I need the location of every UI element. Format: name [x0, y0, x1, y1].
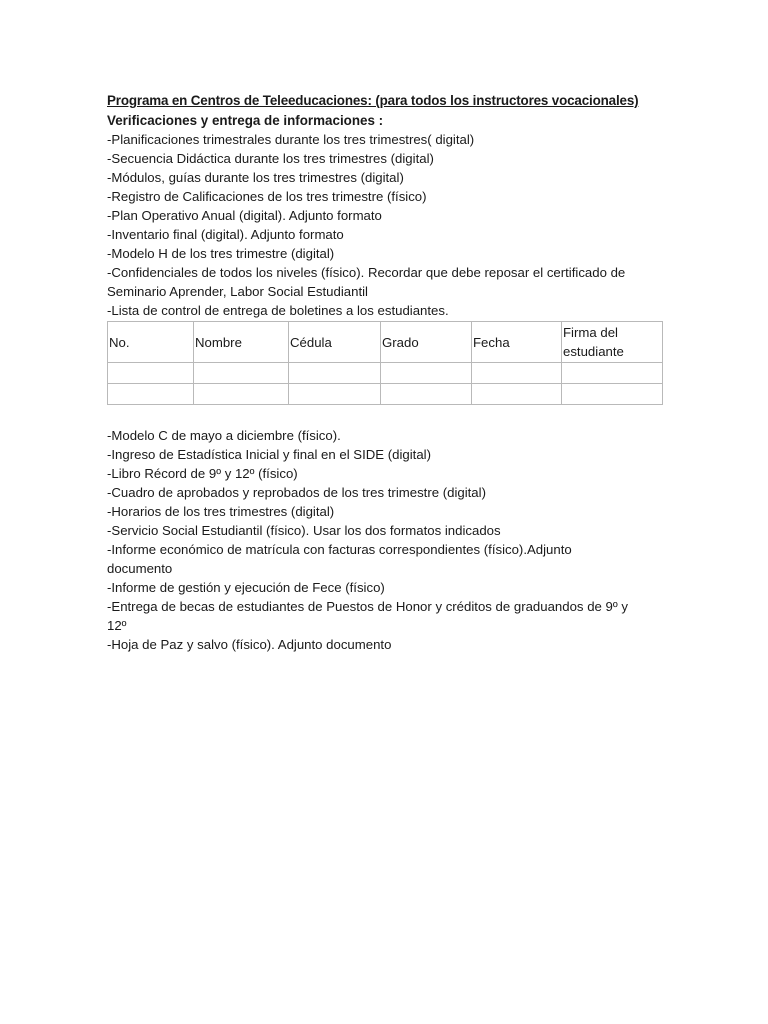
bulletin-delivery-table	[107, 321, 663, 405]
table-cell	[289, 363, 381, 384]
list-item: -Entrega de becas de estudiantes de Puestos de Honor y créditos de graduandos de 9º y	[107, 599, 628, 614]
table-cell	[108, 363, 194, 384]
document-page	[107, 91, 667, 654]
table-cell	[562, 363, 663, 384]
table-row	[108, 363, 663, 384]
table-header-cell: No.	[108, 322, 194, 363]
list-item: -Plan Operativo Anual (digital). Adjunto formato	[107, 208, 382, 223]
list-item: -Horarios de los tres trimestres (digital)	[107, 504, 335, 519]
list-item: -Modelo C de mayo a diciembre (físico).	[107, 428, 341, 443]
table-cell	[194, 384, 289, 405]
list-item: -Servicio Social Estudiantil (físico). Usar los dos formatos indicados	[107, 523, 501, 538]
list-item: -Ingreso de Estadística Inicial y final en el SIDE (digital)	[107, 447, 431, 462]
table-cell	[381, 384, 472, 405]
list-item: -Secuencia Didáctica durante los tres trimestres (digital)	[107, 151, 434, 166]
checklist-after-table	[107, 426, 667, 654]
table-cell	[289, 384, 381, 405]
table-cell	[472, 363, 562, 384]
table-cell	[562, 384, 663, 405]
checklist-before-table	[107, 130, 667, 320]
list-item: 12º	[107, 618, 127, 633]
list-item: -Lista de control de entrega de boletines a los estudiantes.	[107, 303, 449, 318]
table-cell	[108, 384, 194, 405]
document-subtitle: Verificaciones y entrega de informaciones :	[107, 113, 384, 128]
list-item: -Inventario final (digital). Adjunto formato	[107, 227, 344, 242]
list-item: -Planificaciones trimestrales durante los tres trimestres( digital)	[107, 132, 475, 147]
list-item: documento	[107, 561, 173, 576]
table-header-cell: Fecha	[472, 322, 562, 363]
document-title: Programa en Centros de Teleeducaciones: (para todos los instructores vocacionales)	[107, 93, 639, 108]
list-item: -Registro de Calificaciones de los tres trimestre (físico)	[107, 189, 427, 204]
list-item: -Libro Récord de 9º y 12º (físico)	[107, 466, 298, 481]
list-item: -Módulos, guías durante los tres trimestres (digital)	[107, 170, 404, 185]
table-cell	[194, 363, 289, 384]
list-item: -Confidenciales de todos los niveles (físico). Recordar que debe reposar el certificado de	[107, 265, 626, 280]
table-row	[108, 384, 663, 405]
list-item: Seminario Aprender, Labor Social Estudiantil	[107, 284, 368, 299]
list-item: -Informe de gestión y ejecución de Fece (físico)	[107, 580, 385, 595]
bulletin-delivery-table-wrap	[107, 321, 667, 405]
table-cell	[472, 384, 562, 405]
table-header-cell: Firma del estudiante	[562, 322, 663, 363]
table-header-cell: Grado	[381, 322, 472, 363]
list-item: -Hoja de Paz y salvo (físico). Adjunto documento	[107, 637, 392, 652]
table-header-cell: Cédula	[289, 322, 381, 363]
list-item: -Cuadro de aprobados y reprobados de los tres trimestre (digital)	[107, 485, 486, 500]
table-header-cell: Nombre	[194, 322, 289, 363]
table-header-row	[108, 322, 663, 363]
list-item: -Modelo H de los tres trimestre (digital)	[107, 246, 335, 261]
table-cell	[381, 363, 472, 384]
list-item: -Informe económico de matrícula con facturas correspondientes (físico).Adjunto	[107, 542, 572, 557]
